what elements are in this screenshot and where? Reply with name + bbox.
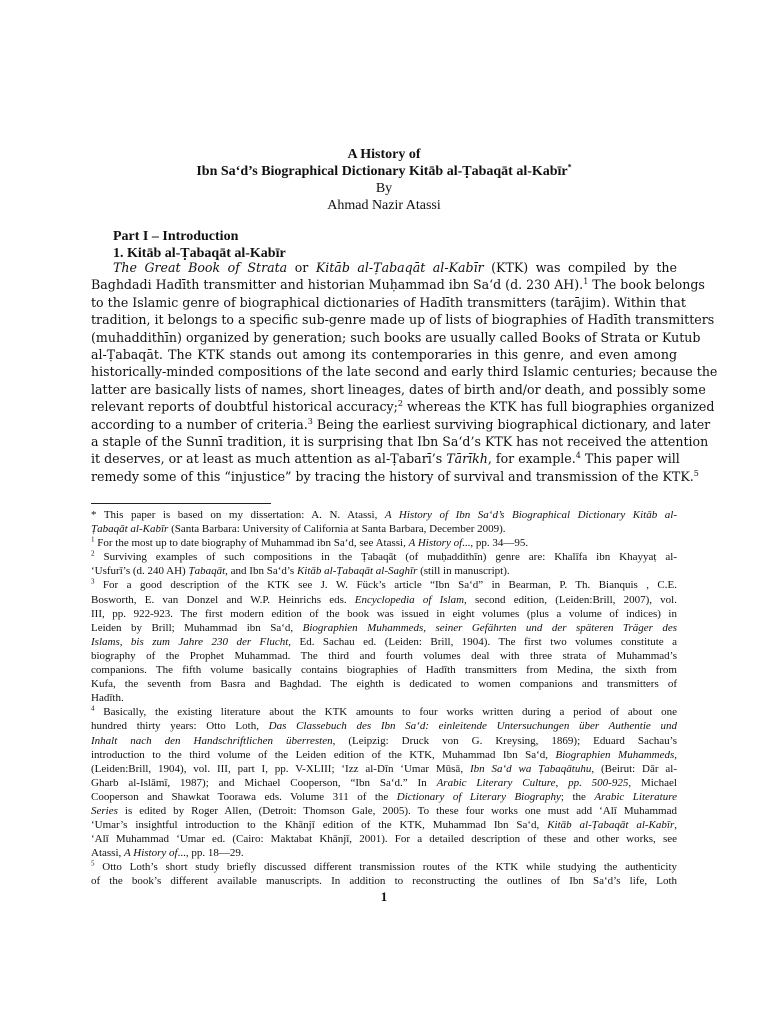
- footnote-marker: 3: [307, 416, 313, 426]
- footnote-line: [91, 762, 677, 776]
- text: (Santa Barbara: University of California at Santa Barbara, December 2009).: [168, 523, 506, 536]
- text: introduction to the third volume of the Leiden edition of the KTK, Muhammad Ibn Sa‘d,: [91, 748, 556, 761]
- footnote-line: [91, 818, 677, 832]
- footnote-line: Kufa, the seventh from Basra and Baghdad. The eighth is dedicated to women companions and transmitters of: [91, 678, 677, 691]
- footnote-line: [91, 635, 677, 649]
- text: ; the: [560, 790, 595, 803]
- italic-title: Encyclopedia of Islam: [354, 593, 465, 606]
- text: Bosworth, E. van Donzel and W.P. Heinrichs eds.: [91, 593, 355, 606]
- body-line: al-Ṭabaqāt. The KTK stands out among its contemporaries in this genre, and even among: [91, 347, 677, 363]
- footnote-line: [91, 593, 677, 607]
- italic-title: Arabic Literature: [594, 790, 677, 803]
- italic-title: Ibn Sa‘d wa Ṭabaqātuhu: [469, 762, 592, 775]
- body-line: [91, 450, 680, 467]
- text: ‘Usfurī’s (d. 240 AH): [91, 565, 189, 578]
- part-heading: Part I – Introduction: [113, 229, 239, 244]
- text: according to a number of criteria.: [91, 416, 308, 432]
- footnote-marker: *: [567, 162, 572, 172]
- subsection-heading: 1. Kitāb al-Ṭabaqāt al-Kabīr: [113, 246, 286, 261]
- text: For a good description of the KTK see J. W. Fück’s article “Ibn Sa‘d” in Bearman, P. Th. Bianquis , C.E.: [94, 579, 677, 592]
- footnote-line: [91, 748, 677, 762]
- footnote-line: [91, 860, 677, 874]
- text: ..., pp. 18—29.: [177, 847, 244, 860]
- text: ,: [674, 819, 677, 832]
- footnote-marker: 4: [575, 451, 581, 461]
- text: (still in manuscript).: [417, 565, 510, 578]
- footnote-line: [91, 776, 677, 790]
- footnote-line: [91, 719, 677, 733]
- italic-title: Kitāb al-Ṭabaqāt al-Kabīr: [315, 260, 484, 275]
- text: Basically, the existing literature about the KTK amounts to four works written during a period of about one: [94, 706, 677, 719]
- text: , for example.: [487, 451, 576, 467]
- title-line-2: [91, 163, 677, 180]
- text: This paper will: [580, 451, 680, 467]
- body-paragraph: [91, 259, 718, 485]
- title-main: Ibn Sa‘d’s Biographical Dictionary Kitāb al-Ṭabaqāt al-Kabīr: [196, 164, 568, 179]
- italic-title: Kitāb al-Ṭabaqāt al-Kabīr: [547, 819, 675, 832]
- italic-title: Arabic Literary Culture, pp. 500-925: [436, 776, 629, 789]
- italic-title: Biographien Muhammeds, seiner Gefährten und der späteren Träger des: [302, 621, 677, 634]
- italic-title: Biographien Muhammeds: [555, 748, 675, 761]
- footnote-line: [91, 550, 677, 564]
- footnote-number: 4: [91, 704, 95, 713]
- footnote-line: [91, 734, 677, 748]
- body-line: tradition, it belongs to a specific sub-genre made up of lists of biographies of Hadīth transmitters: [91, 312, 715, 328]
- footnote-line: III, pp. 922-923. The first modern edition of the book was issued in eight volumes (plus a volume of indices) in: [91, 607, 677, 620]
- text: For the most up to date biography of Muhammad ibn Sa‘d, see Atassi,: [94, 537, 409, 550]
- footnote-number: 3: [91, 577, 95, 586]
- italic-title: Kitāb al-Ṭabaqāt al-Saghīr: [296, 565, 418, 578]
- text: (KTK) was compiled by the: [483, 260, 677, 275]
- italic-title: Islams, bis zum Jahre 230 der Flucht: [91, 635, 289, 648]
- text: it deserves, or at least as much attention as al-Ṭabarī’s: [91, 451, 447, 467]
- footnote-separator: [91, 503, 271, 504]
- text: or: [287, 260, 316, 275]
- italic-title: A History of: [124, 847, 178, 860]
- body-line: latter are basically lists of names, short lineages, dates of birth and/or death, and possibly some: [91, 381, 706, 397]
- italic-title: Das Classebuch des Ibn Sa‘d: einleitende Untersuchungen über Authentie und: [268, 720, 677, 733]
- text: Being the earliest surviving biographical dictionary, and later: [312, 416, 711, 432]
- text: ‘Umar’s insightful introduction to the Khānjī edition of the KTK, Muhammad Ibn Sa‘d,: [91, 819, 548, 832]
- footnote-line: [91, 578, 677, 592]
- italic-title: Ṭabaqāt: [188, 565, 226, 578]
- text: is edited by Roger Allen, (Detroit: Thomson Gale, 2005). To these four works one must add ‘Alī Muhammad: [117, 804, 677, 817]
- text: hundred thirty years: Otto Loth,: [91, 720, 269, 733]
- text: ,: [674, 748, 677, 761]
- text: , (Beirut: Dār al-: [591, 762, 677, 775]
- body-line: to the Islamic genre of biographical dictionaries of Hadīth transmitters (tarājim). Within that: [91, 294, 686, 310]
- text: * This paper is based on my dissertation: A. N. Atassi,: [91, 509, 385, 521]
- footnote-line: [91, 705, 677, 719]
- text: , Ed. Sachau ed. (Leiden: Brill, 1904). The first two volumes constitute a: [288, 635, 677, 648]
- body-line: [91, 276, 705, 293]
- footnote-line: [91, 804, 677, 818]
- body-line: [91, 398, 715, 415]
- body-line: [91, 259, 677, 276]
- italic-title: Inhalt nach den Handschriftlichen überresten: [91, 734, 333, 747]
- footnote-number: 2: [91, 549, 95, 558]
- footnote-marker: 1: [583, 277, 589, 287]
- footnote-line: [91, 846, 677, 860]
- text: Baghdadi Hadīth transmitter and historian Muḥammad ibn Sa‘d (d. 230 AH).: [91, 277, 584, 293]
- body-line: historically-minded compositions of the late second and early third Islamic centuries; because the: [91, 364, 718, 380]
- text: Leiden by Brill; Muhammad ibn Sa‘d,: [91, 621, 303, 634]
- text: , second edition, (Leiden:Brill, 2007), vol.: [464, 593, 677, 606]
- text: ..., pp. 34—95.: [462, 537, 529, 550]
- text: Surviving examples of such compositions in the Ṭabaqāt (of muḥaddithīn) genre are: Khalīfa ibn Khayyaṭ al-: [94, 551, 677, 564]
- footnote-line: [91, 621, 677, 635]
- text: Cooperson and Shawkat Toorawa eds. Volume 311 of the: [91, 790, 397, 803]
- title-block: [91, 146, 677, 214]
- body-line: [91, 416, 711, 433]
- body-line: a staple of the Sunnī tradition, it is surprising that Ibn Sa‘d’s KTK has not received the attention: [91, 434, 709, 450]
- text: , Michael: [628, 776, 677, 789]
- section-headings: [113, 228, 286, 262]
- footnote-line: of the book’s different available manuscripts. In addition to reconstructing the outlines of Ibn Sa‘d’s life, Loth: [91, 875, 677, 888]
- italic-title: The Great Book of Strata: [113, 260, 288, 275]
- italic-title: Tārīkh: [446, 451, 488, 467]
- text: relevant reports of doubtful historical accuracy;: [91, 399, 398, 415]
- text: Otto Loth’s short study briefly discussed different transmission routes of the KTK while studying the authenticity: [94, 861, 677, 874]
- footnote-line: ‘Alī Muhammad ‘Umar ed. (Cairo: Maktabat Khānjī, 2001). For a detailed description of these and other works, see: [91, 833, 677, 846]
- footnote-marker: 2: [397, 399, 403, 409]
- footnote-line: [91, 564, 677, 578]
- body-line: [91, 468, 699, 485]
- body-line: (muhaddithīn) organized by generation; such books are usually called Books of Strata or Kutub: [91, 329, 701, 345]
- author: Ahmad Nazir Atassi: [327, 198, 441, 213]
- italic-title: Series: [91, 804, 118, 817]
- footnote-line: [91, 508, 677, 522]
- page-number: 1: [380, 889, 388, 904]
- footnotes: [91, 508, 677, 889]
- footnote-line: [91, 790, 677, 804]
- footnote-line: [91, 536, 677, 550]
- text: Gharb al-Islāmī, 1987); and Michael Cooperson, “Ibn Sa‘d.” In: [91, 776, 437, 789]
- italic-title: Dictionary of Literary Biography: [396, 790, 561, 803]
- text: , and Ibn Sa‘d’s: [225, 565, 297, 578]
- italic-title: A History of: [408, 537, 463, 550]
- byline: By: [375, 181, 393, 196]
- text: , (Leipzig: Druck von G. Kreysing, 1869); Eduard Sachau’s: [332, 734, 677, 747]
- footnote-marker: 5: [693, 468, 699, 478]
- footnote-line: biography of the Prophet Muhammad. The third and fourth volumes deal with three strata of Muhammad’s: [91, 649, 677, 662]
- footnote-number: 5: [91, 859, 95, 868]
- text: whereas the KTK has full biographies organized: [403, 399, 715, 415]
- text: remedy some of this “injustice” by tracing the history of survival and transmission of the KTK.: [91, 468, 694, 484]
- footnote-line: Hadīth.: [91, 692, 124, 705]
- italic-title: Ṭabaqāt al-Kabīr: [91, 523, 169, 536]
- footnote-line: companions. The fifth volume basically contains biographies of Hadīth transmitters from Medina, the sixth from: [91, 664, 677, 677]
- footnote-number: 1: [91, 535, 95, 544]
- title-line-1: A History of: [347, 147, 421, 162]
- italic-title: A History of Ibn Sa‘d’s Biographical Dictionary Kitāb al-: [384, 509, 678, 521]
- text: (Leiden:Brill, 1904), vol. III, part I, pp. V-XLIII; ‘Izz al-Dīn ‘Umar Mūsā,: [91, 762, 470, 775]
- footnote-line: [91, 522, 677, 536]
- text: Atassi,: [91, 847, 124, 860]
- text: The book belongs: [588, 277, 705, 293]
